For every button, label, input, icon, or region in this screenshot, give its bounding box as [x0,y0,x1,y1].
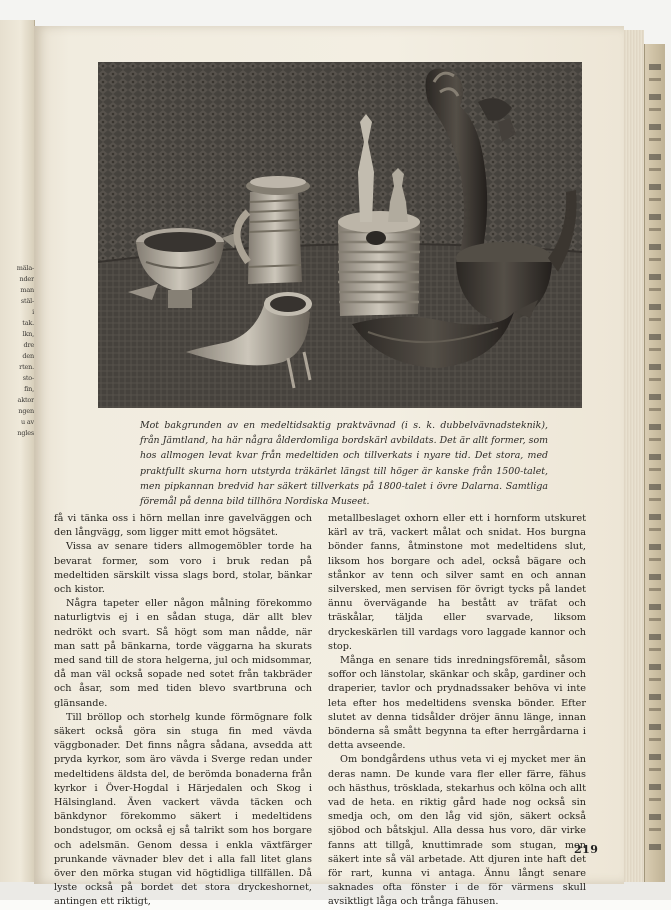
left-page-fragment: ngles [17,429,34,437]
paragraph: Till bröllop och storhelg kunde förmögnare folk säkert också göra sin stuga fin med vävda väggbonader. Det finns några sådana, avsedda att pryda kyrkor, som äro vävda i Sverge redan under medeltidens äldsta del, de berömda bonaderna från kyrkor i Över-Hogdal i Härjedalen och Skog i Hälsingland. Även vackert vävda täcken och bänkdynor förekommo säkert i medeltidens bondstugor, om också ej så talrikt som hos borgare och adelsmän. Genom dessa i enkla växtfärger prunkande vävnader blev det i alla fall litet glans över den mörka stugan vid högtidliga tillfällen. Då lyste också på bordet det stora dryckeshornet, antingen ett riktigt, [54,711,312,908]
paragraph: få vi tänka oss i hörn mellan inre gavelväggen och den långvägg, som ligger mitt emot högsätet. [54,513,312,539]
left-page-fragment [2,307,34,318]
cover-pattern [649,64,661,854]
left-page-fragment: lkn, [22,330,34,338]
photograph-wooden-vessels [98,62,582,408]
left-page-fragment: ngen [18,407,34,415]
left-page-fragment: stäl- [20,297,34,305]
paragraph: metallbeslaget oxhorn eller ett i hornform utskuret kärl av trä, vackert målat och snidat. Hos burgna bönder fanns, åtminstone mot medeltidens slut, liksom hos borgare och adel, också bägare och stånkor av tenn och silver samt en och annan silversked, men servisen för övrigt tycks på landet ännu övervägande ha bestått av träfat och träskålar, täljda eller svarvade, liksom dryckeskärlen till vardags voro laggade kannor och stop. [328,513,586,652]
page-number: 219 [574,843,599,856]
photo-caption: Mot bakgrunden av en medeltidsaktig praktvävnad (i s. k. dubbelvävnadsteknik), från Jämtland, ha här några ålderdomliga bordskärl avbildats. Det är allt former, som hos allmogen levat kvar från medeltiden och tillverkats i nyare tid. Det stora, med praktfullt skurna horn utstyrda träkärlet längst till höger är kanske från 1500-talet, men pipkannan bredvid har säkert tillverkats på 1800-talet i övre Dalarna. Samtliga föremål på denna bild tillhöra Nordiska Museet. [140,420,548,508]
left-page-fragment: sto- [22,374,34,382]
left-page-fragment: aktor [17,396,34,404]
paragraph: Några tapeter eller någon målning förekommo naturligtvis ej i en sådan stuga, där allt blev nedrökt och svart. Så högt som man nådde, när man satt på bänkarna, torde väggarna ha skurats med sand till de stora helgerna, jul och midsommar, då man väl också sopade ned sotet från takbräder och åsar, som med tiden blevo svartbruna och glänsande. [54,598,312,709]
left-page-fragment: u av [21,418,34,426]
book-cover-spine [644,44,665,882]
paragraph: Vissa av senare tiders allmogemöbler torde ha bevarat former, som voro i bruk redan på medeltiden särskilt vissa slags bord, stolar, bänkar och kistor. [54,541,312,596]
left-page-fragment: den [22,352,34,360]
text-column-left [54,512,312,910]
left-page-fragment: rten. [19,363,34,371]
left-page-fragment: nder [19,275,34,283]
left-page-fragment: dre [23,341,34,349]
paragraph: Många en senare tids inredningsföremål, såsom soffor och länstolar, skänkar och skåp, gardiner och draperier, tavlor och prydnadssaker behöva vi inte leta efter hos medeltidens svenska bönder. Efter slutet av denna tidsålder dröjer ännu länge, innan bönderna så smått begynna ta efter herrgårdarna i detta avseende. [328,655,586,752]
left-page-fragment: mäla- [16,264,34,272]
left-page-fragment: tak. [22,319,34,327]
left-facing-page [0,20,35,882]
left-page-text-fragments [2,263,34,439]
left-page-fragment: man [20,286,34,294]
left-page-fragment: fin, [24,385,34,393]
paragraph: Om bondgårdens uthus veta vi ej mycket mer än deras namn. De kunde vara fler eller färre, fähus och hästhus, trösklada, stekarhus och kölna och allt vad de heta. en riktig gård hade nog också sin smedja och, om den låg vid sjön, säkert också sjöbod och båtskjul. Alla dessa hus voro, där virke fanns att tillgå, knuttimrade som stugan, men säkert inte så väl arbetade. Att djuren inte haft det för rart, kunna vi antaga. Ännu långt senare saknades ofta fönster i de för värmens skull avsiktligt låga och trånga fähusen. [328,754,586,908]
page-edges [624,30,644,882]
photo-illustration [98,62,582,408]
text-column-right [328,512,586,910]
